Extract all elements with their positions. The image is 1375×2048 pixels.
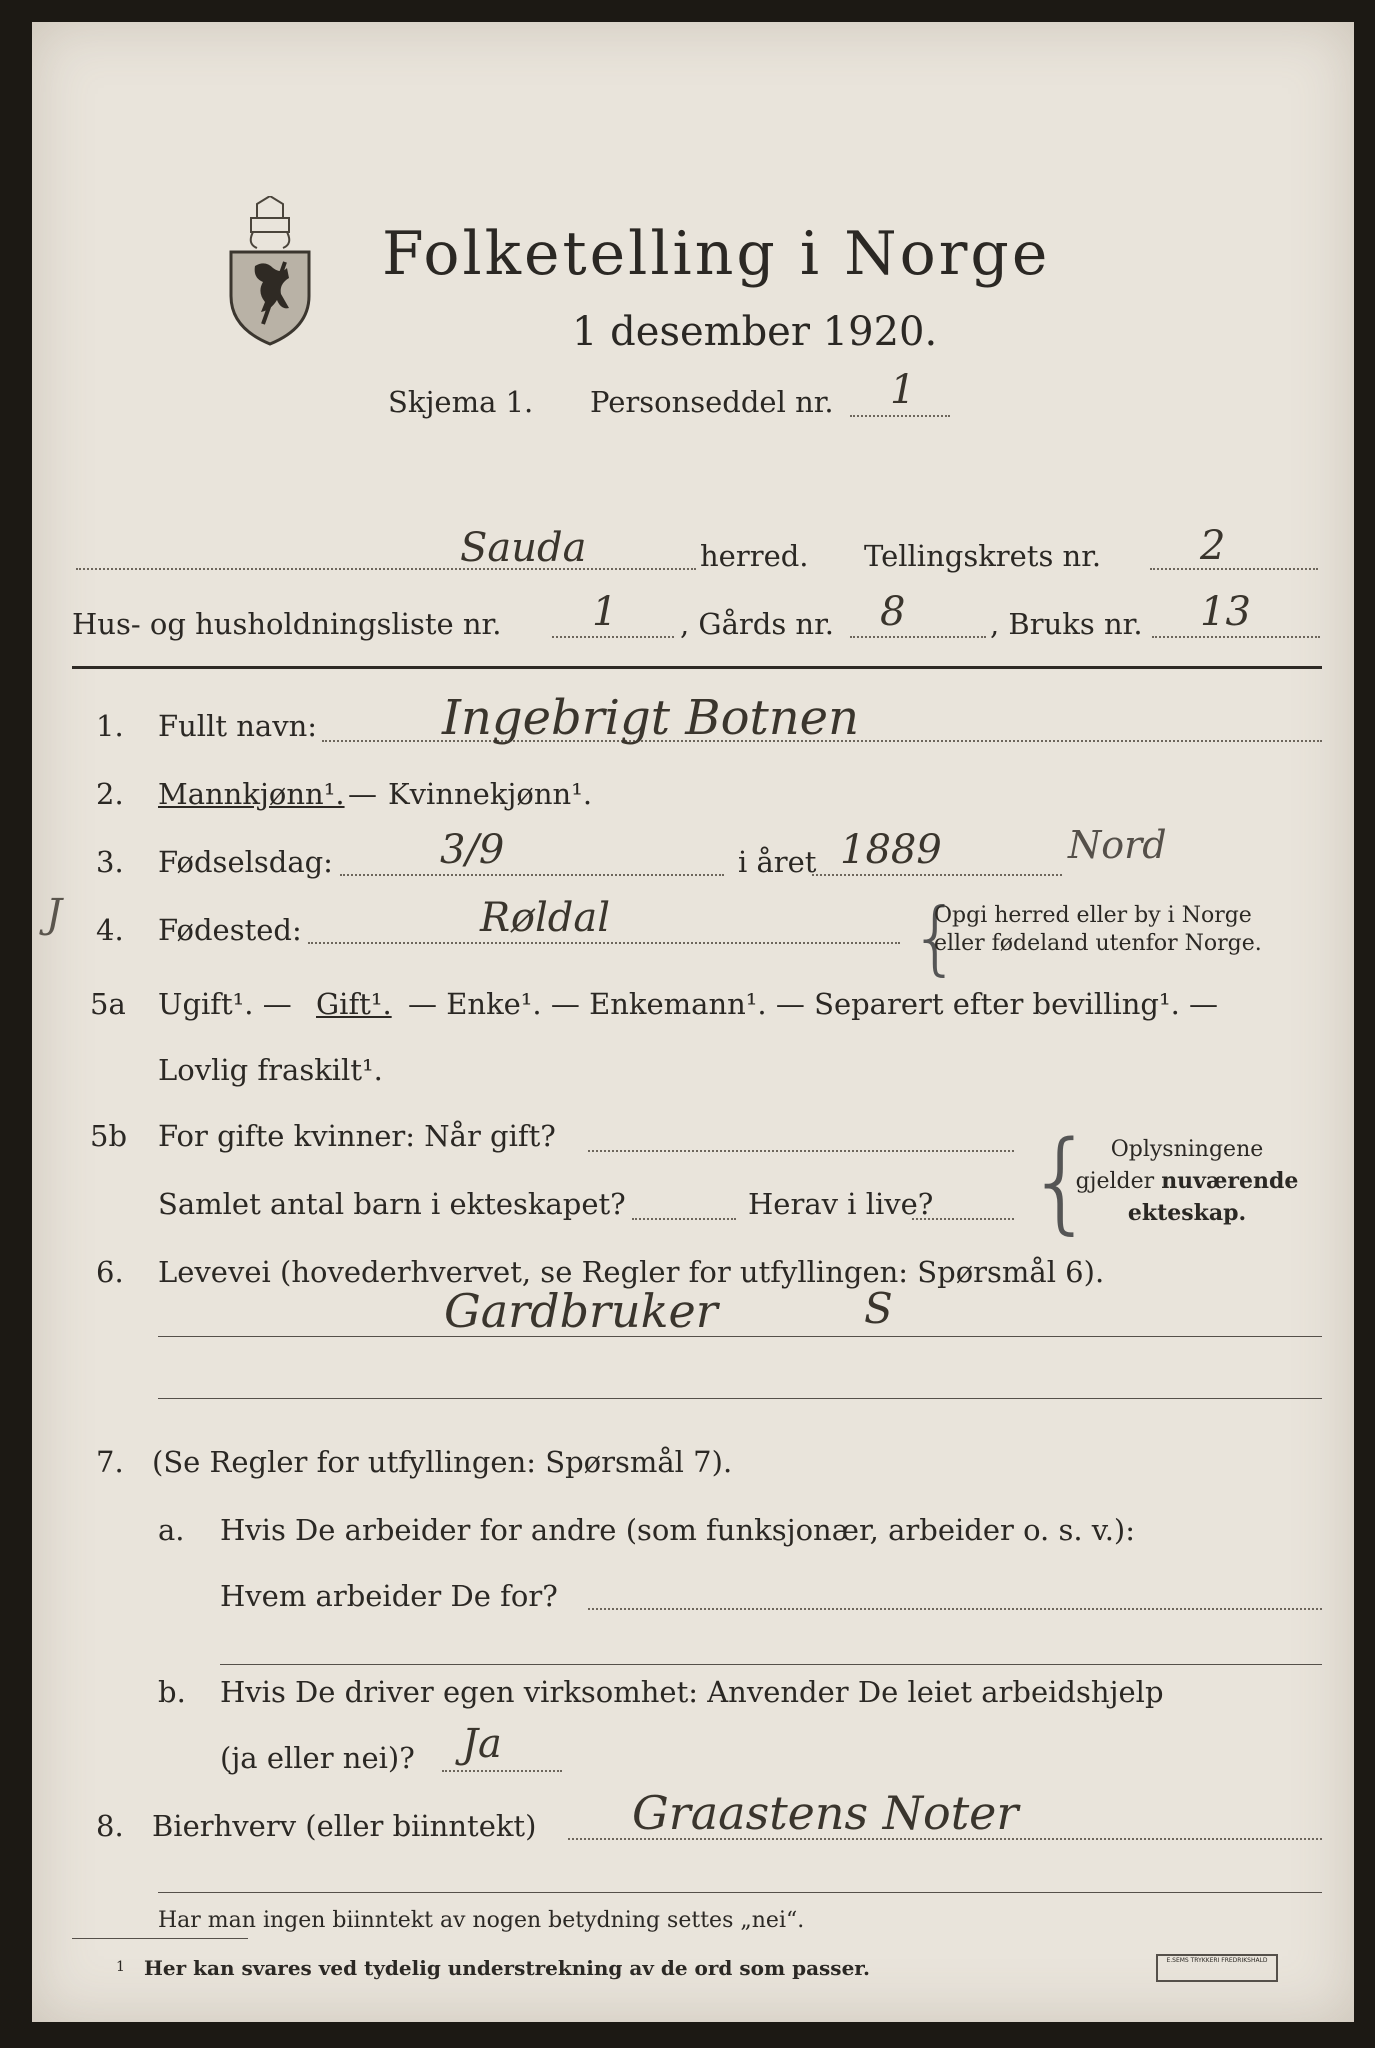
birthday-value[interactable]: 3/9 [440, 827, 505, 873]
gards-dots [850, 636, 986, 638]
q5b-note-line1: Oplysningene [1110, 1137, 1264, 1162]
year-dots [812, 874, 1062, 876]
bruks-dots [1152, 636, 1320, 638]
q4-note-line1: Opgi herred eller by i Norge [934, 903, 1252, 928]
personseddel-value[interactable]: 1 [890, 367, 916, 413]
q6-label: Levevei (hovederhvervet, se Regler for utfyllingen: Spørsmål 6). [158, 1255, 1105, 1289]
year-label: i året [738, 845, 817, 879]
q5a-text-end: — Enke¹. — Enkemann¹. — Separert efter bevilling¹. — [408, 987, 1219, 1021]
gards-label: , Gårds nr. [680, 607, 834, 641]
coat-of-arms-icon [227, 196, 313, 346]
alive-dots [912, 1218, 1014, 1220]
herred-label: herred. [700, 539, 809, 573]
male-option[interactable]: Mannkjønn¹. [158, 777, 345, 811]
section-divider [72, 666, 1322, 669]
q5b-number: 5b [90, 1119, 128, 1153]
q5b-note [1062, 1134, 1312, 1230]
birthday-dots [340, 874, 724, 876]
printer-stamp [1156, 1954, 1278, 1982]
personseddel-dots [850, 415, 950, 417]
q3-number: 3. [96, 845, 124, 879]
q5a-text-start: Ugift¹. — [158, 987, 292, 1021]
q8-label: Bierhverv (eller biinntekt) [152, 1809, 537, 1843]
q7-number: 7. [96, 1445, 124, 1479]
no-income-note: Har man ingen biinntekt av nogen betydning settes „nei“. [158, 1908, 805, 1933]
printer-stamp-text: E.SEMS TRYKKERI FREDRIKSHALD [1166, 1957, 1268, 1964]
occupation-value[interactable]: Gardbruker [444, 1284, 718, 1338]
q5b-note-line2-a: gjelder [1075, 1168, 1155, 1194]
q4-note [934, 902, 1262, 957]
birth-year-value[interactable]: 1889 [840, 827, 942, 873]
q7b-line1: Hvis De driver egen virksomhet: Anvender De leiet arbeidshjelp [220, 1675, 1164, 1709]
q4-number: 4. [96, 913, 124, 947]
q7a-line1: Hvis De arbeider for andre (som funksjonær, arbeider o. s. v.): [220, 1513, 1136, 1547]
tellingskrets-dots [1150, 568, 1318, 570]
bruks-label: , Bruks nr. [990, 607, 1143, 641]
female-option[interactable]: Kvinnekjønn¹. [388, 777, 593, 811]
side-income-value[interactable]: Graastens Noter [632, 1786, 1019, 1840]
gards-value[interactable]: 8 [880, 589, 906, 635]
q4-label: Fødested: [158, 913, 302, 947]
q7b-line2: (ja eller nei)? [220, 1741, 415, 1775]
q6-number: 6. [96, 1255, 124, 1289]
employer-dots [588, 1608, 1322, 1610]
birthplace-dots [308, 942, 900, 944]
q5b-note-line3: ekteskap. [1127, 1199, 1247, 1226]
q5b-note-line2 [1062, 1166, 1312, 1198]
form-title: Folketelling i Norge [382, 219, 1051, 289]
q2-separator: — [348, 777, 377, 811]
full-name-value[interactable]: Ingebrigt Botnen [442, 690, 859, 746]
q5a-number: 5a [90, 987, 126, 1021]
q1-label: Fullt navn: [158, 709, 318, 743]
husholdningsliste-value[interactable]: 1 [592, 589, 618, 635]
q7a-letter: a. [158, 1513, 185, 1547]
occupation-line [158, 1336, 1322, 1337]
margin-mark: J [46, 891, 63, 937]
q7b-letter: b. [158, 1675, 186, 1709]
herred-value[interactable]: Sauda [460, 525, 587, 571]
q7-label: (Se Regler for utfyllingen: Spørsmål 7). [152, 1445, 733, 1479]
side-income-line-2 [158, 1892, 1322, 1893]
husholdningsliste-dots [552, 636, 674, 638]
census-form-sheet [32, 22, 1354, 2022]
husholdningsliste-label: Hus- og husholdningsliste nr. [72, 607, 502, 641]
hired-help-dots [442, 1770, 562, 1772]
q5b-note-line2-b: nuværende [1161, 1167, 1299, 1194]
bruks-value[interactable]: 13 [1200, 589, 1251, 635]
footnote-mark: 1 [116, 1959, 125, 1975]
q4-note-brace: { [910, 891, 961, 984]
footnote-rule [72, 1938, 248, 1939]
divorced-option[interactable]: Lovlig fraskilt¹. [158, 1053, 383, 1087]
q7a-line2: Hvem arbeider De for? [220, 1579, 558, 1613]
q1-number: 1. [96, 709, 124, 743]
when-married-dots [588, 1150, 1014, 1152]
children-dots [632, 1218, 736, 1220]
occupation-line-2 [158, 1398, 1322, 1399]
herred-dots [76, 568, 696, 570]
q5b-children: Samlet antal barn i ekteskapet? [158, 1187, 626, 1221]
q5b-alive: Herav i live? [748, 1187, 934, 1221]
q3-label: Fødselsdag: [158, 845, 333, 879]
employer-line-2 [220, 1664, 1322, 1665]
hired-help-value[interactable]: Ja [462, 1721, 502, 1767]
married-option[interactable]: Gift¹. [316, 987, 392, 1021]
birth-note: Nord [1068, 823, 1167, 867]
q5b-when-married: For gifte kvinner: Når gift? [158, 1119, 556, 1153]
personseddel-label: Personseddel nr. [590, 385, 834, 419]
census-date: 1 desember 1920. [572, 309, 938, 355]
q2-number: 2. [96, 777, 124, 811]
occupation-code: S [864, 1284, 893, 1333]
q4-note-line2: eller fødeland utenfor Norge. [934, 930, 1262, 956]
tellingskrets-value[interactable]: 2 [1200, 523, 1226, 569]
footnote-text: Her kan svares ved tydelig understrekning av de ord som passer. [144, 1956, 870, 1980]
skjema-label: Skjema 1. [388, 385, 534, 419]
q5b-note-brace: { [1026, 1117, 1096, 1245]
birthplace-value[interactable]: Røldal [480, 895, 610, 941]
tellingskrets-label: Tellingskrets nr. [864, 539, 1102, 573]
q8-number: 8. [96, 1809, 124, 1843]
